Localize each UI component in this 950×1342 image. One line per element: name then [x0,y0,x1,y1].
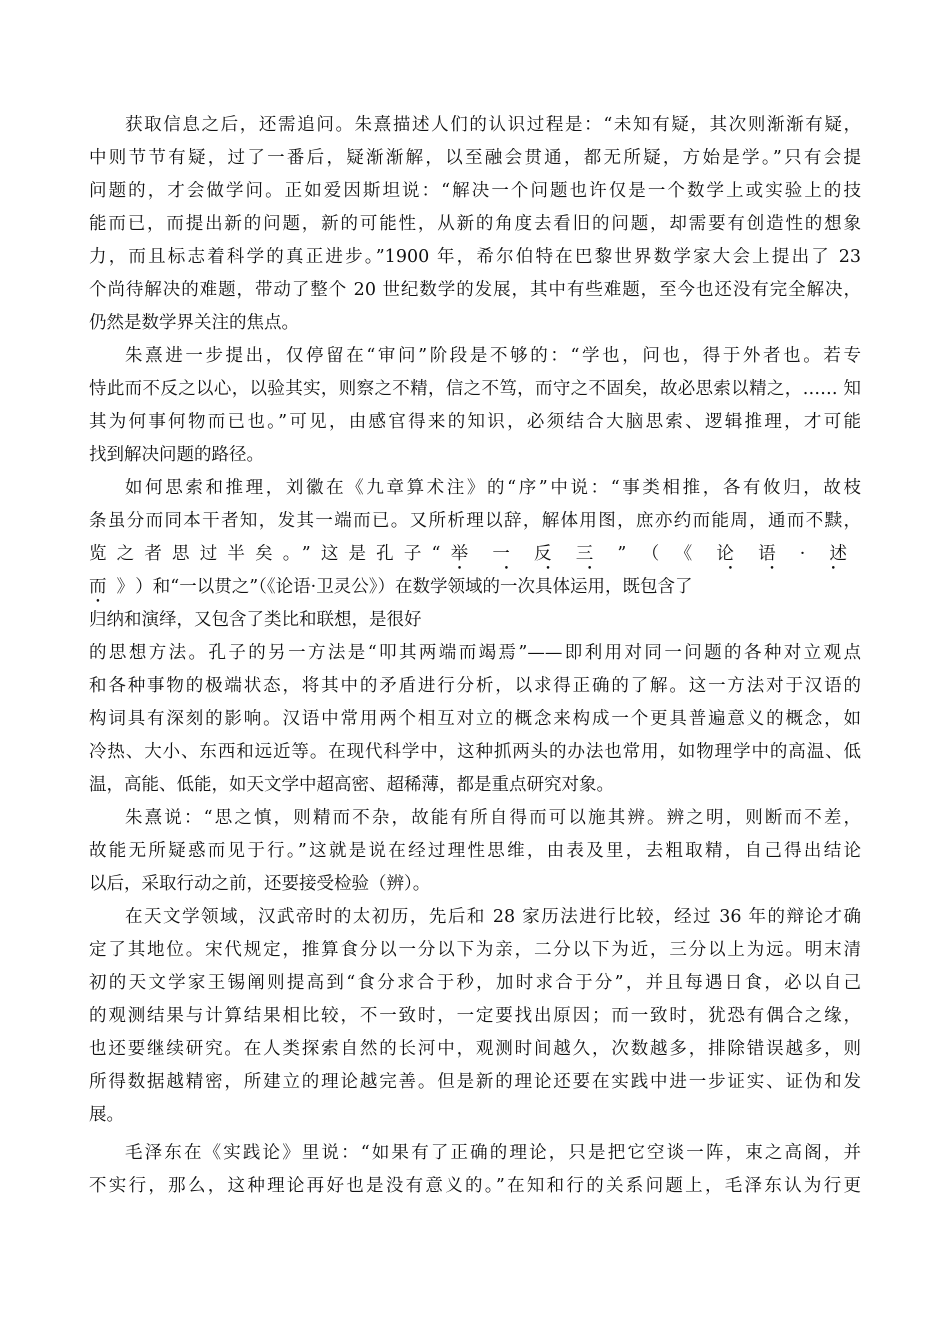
text-line: 冷热、大小、东西和远近等。在现代科学中，这种抓两头的办法也常用，如物理学中的高温、低 [89,742,861,762]
emphasis-text: 举一反三 [440,544,618,564]
text-line: 朱熹说：“思之慎，则精而不杂，故能有所自得而可以施其辨。辨之明，则断而不差， [125,808,861,828]
text-fragment: ）和“一以贯之”（《论语·卫灵公》）在数学领域的一次具体运用，既包含了 [135,577,693,597]
text-line: 其为何事何物而已也。”可见，由感官得来的知识，必须结合大脑思索、逻辑推理，才可能 [89,412,861,432]
emphasis-text: 《论语·述 [683,544,861,564]
text-line: 不实行，那么，这种理论再好也是没有意义的。”在知和行的关系问题上，毛泽东认为行更 [89,1176,861,1196]
text-line: 中则节节有疑，过了一番后，疑渐渐解，以至融会贯通，都无所疑，方始是学。”只有会提 [89,148,861,168]
text-line [89,570,861,604]
text-line: 初的天文学家王锡阐则提高到“食分求合于秒，加时求合于分”，并且每遇日食，必以自己 [89,973,861,993]
text-line: 构词具有深刻的影响。汉语中常用两个相互对立的概念来构成一个更具普遍意义的概念，如 [89,709,861,729]
text-line: 的观测结果与计算结果相比较，不一致时，一定要找出原因；而一致时，犹恐有偶合之缘， [89,1006,861,1026]
emphasis-text: 而》 [89,577,136,597]
text-line: 定了其地位。宋代规定，推算食分以一分以下为亲，二分以下为近，三分以上为远。明末清 [89,940,861,960]
text-line: 展。 [89,1105,124,1125]
text-line: 找到解决问题的路径。 [89,445,264,465]
text-line: 所得数据越精密，所建立的理论越完善。但是新的理论还要在实践中进一步证实、证伪和发 [89,1072,861,1092]
text-fragment: ”（ [617,544,684,564]
text-line: 恃此而不反之以心，以验其实，则察之不精，信之不笃，而守之不固矣，故必思索以精之，…… 知 [89,379,861,399]
text-line: 归纳和演绎，又包含了类比和联想，是很好 [89,610,422,630]
text-line: 也还要继续研究。在人类探索自然的长河中，观测时间越久，次数越多，排除错误越多，则 [89,1039,861,1059]
text-line: 如何思索和推理，刘徽在《九章算术注》的“序”中说：“事类相推，各有攸归，故枝 [125,478,861,498]
text-line: 仍然是数学界关注的焦点。 [89,313,299,333]
text-line: 获取信息之后，还需追问。朱熹描述人们的认识过程是：“未知有疑，其次则渐渐有疑， [125,115,861,135]
text-line: 力，而且标志着科学的真正进步。”1900 年，希尔伯特在巴黎世界数学家大会上提出了 23 [89,247,861,267]
text-fragment: 览之者思过半矣。”这是孔子“ [89,544,441,564]
text-line [89,537,861,571]
text-line: 朱熹进一步提出，仅停留在“审问”阶段是不够的：“学也，问也，得于外者也。若专 [125,346,861,366]
text-line: 的思想方法。孔子的另一方法是“叩其两端而竭焉”——即利用对同一问题的各种对立观点 [89,643,861,663]
text-line: 条虽分而同本干者知，发其一端而已。又所析理以辞，解体用图，庶亦约而能周，通而不黩， [89,511,861,531]
text-line: 温，高能、低能，如天文学中超高密、超稀薄，都是重点研究对象。 [89,775,614,795]
text-line: 和各种事物的极端状态，将其中的矛盾进行分析，以求得正确的了解。这一方法对于汉语的 [89,676,861,696]
text-line: 个尚待解决的难题，带动了整个 20 世纪数学的发展，其中有些难题，至今也还没有完全解决， [89,280,861,300]
text-line: 在天文学领域，汉武帝时的太初历，先后和 28 家历法进行比较，经过 36 年的辩论才确 [125,907,861,927]
text-line: 毛泽东在《实践论》里说：“如果有了正确的理论，只是把它空谈一阵，束之高阁，并 [125,1143,861,1163]
text-line: 以后，采取行动之前，还要接受检验（辨）。 [89,874,431,894]
text-line: 故能无所疑惑而见于行。”这就是说在经过理性思维，由表及里，去粗取精，自己得出结论 [89,841,861,861]
text-line: 能而已，而提出新的问题，新的可能性，从新的角度去看旧的问题，却需要有创造性的想象 [89,214,861,234]
text-line: 问题的，才会做学问。正如爱因斯坦说：“解决一个问题也许仅是一个数学上或实验上的技 [89,181,861,201]
